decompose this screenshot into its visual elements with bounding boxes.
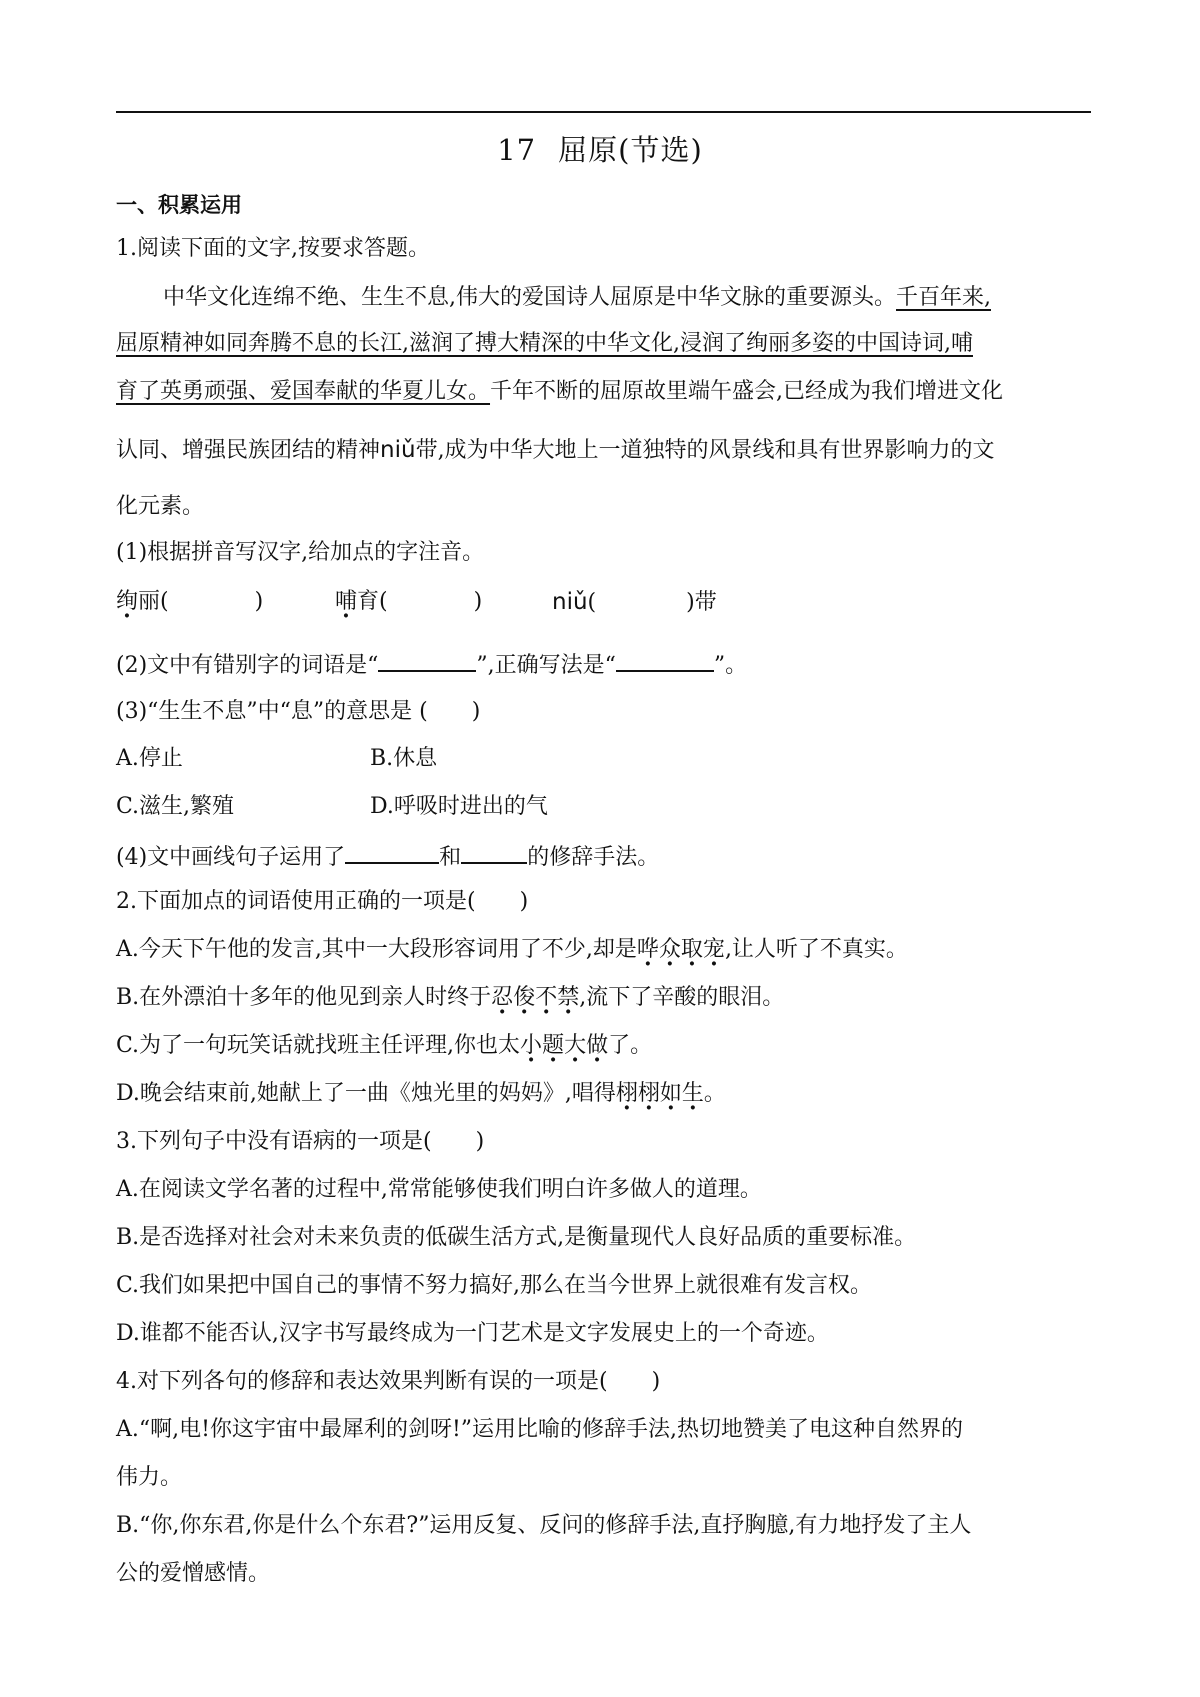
q1-sub2-text: ”。 xyxy=(713,653,748,678)
q1-passage-text: 带,成为中华大地上一道独特的风景线和具有世界影响力的文 xyxy=(415,438,995,463)
lesson-number: 17 xyxy=(497,133,537,167)
q3-option-c: C.我们如果把中国自己的事情不努力搞好,那么在当今世界上就很难有发言权。 xyxy=(116,1273,873,1298)
q1-option-a: A.停止 xyxy=(116,746,183,771)
q1-sub4-text: 和 xyxy=(439,845,462,870)
q4-option-b-line-2: 公的爱憎感情。 xyxy=(116,1561,271,1586)
q3-option-b: B.是否选择对社会对未来负责的低碳生活方式,是衡量现代人良好品质的重要标准。 xyxy=(116,1225,917,1250)
dotted-word xyxy=(520,1033,608,1058)
fill-label: 丽( xyxy=(138,589,169,614)
q2-text: B.在外漂泊十多年的他见到亲人时终于 xyxy=(116,985,492,1010)
q3-option-a: A.在阅读文学名著的过程中,常常能够使我们明白许多做人的道理。 xyxy=(116,1177,762,1202)
dotted-char: 如 xyxy=(659,1081,682,1106)
dotted-word xyxy=(616,1081,704,1106)
q1-prompt: 1.阅读下面的文字,按要求答题。 xyxy=(116,236,430,261)
q1-passage-text: 中华文化连绵不绝、生生不息,伟大的爱国诗人屈原是中华文脉的重要源头。 xyxy=(163,285,896,310)
q1-sub4 xyxy=(116,840,659,873)
q1-underlined-text: 屈原精神如同奔腾不息的长江,滋润了搏大精深的中华文化,浸润了绚丽多姿的中国诗词,哺 xyxy=(116,331,973,356)
fill-item-1 xyxy=(116,587,263,617)
fill-item-3 xyxy=(552,587,717,618)
q2-text: A.今天下午他的发言,其中一大段形容词用了不少,却是 xyxy=(116,937,637,962)
dotted-word xyxy=(637,937,725,962)
q1-passage-line-4 xyxy=(116,435,1096,466)
dotted-char: 哗 xyxy=(636,937,659,962)
q2-text: C.为了一句玩笑话就找班主任评理,你也太 xyxy=(116,1033,521,1058)
dotted-char: 俊 xyxy=(513,985,536,1010)
q1-passage-line-2 xyxy=(116,329,1096,359)
pinyin-niu: niǔ xyxy=(552,589,588,615)
q1-sub4-text: (4)文中画线句子运用了 xyxy=(116,845,346,870)
fill-label: ( xyxy=(587,590,597,615)
fill-label: ) xyxy=(473,589,483,614)
fill-label: )带 xyxy=(686,590,717,615)
dotted-char: 题 xyxy=(542,1033,565,1058)
answer-blank[interactable] xyxy=(378,648,476,672)
dotted-char: 众 xyxy=(658,937,681,962)
q1-option-c: C.滋生,繁殖 xyxy=(116,794,235,819)
q1-passage-text: 千年不断的屈原故里端午盛会,已经成为我们增进文化 xyxy=(490,379,1004,404)
dotted-char: 禁 xyxy=(557,985,580,1010)
q1-passage-text: 认同、增强民族团结的精神 xyxy=(116,438,381,463)
q2-option-b xyxy=(116,983,784,1013)
dotted-char: 忍 xyxy=(491,985,514,1010)
dotted-char: 大 xyxy=(564,1033,587,1058)
q2-text: D.晚会结束前,她献上了一曲《烛光里的妈妈》,唱得 xyxy=(116,1081,616,1106)
dotted-char: 栩 xyxy=(637,1081,660,1106)
q2-option-a xyxy=(116,935,908,965)
dotted-char: 栩 xyxy=(615,1081,638,1106)
q4-option-a-line-1: A.“啊,电!你这宇宙中最犀利的剑呀!”运用比喻的修辞手法,热切地赞美了电这种自然界的 xyxy=(116,1417,964,1442)
dotted-char: 绚 xyxy=(116,589,139,614)
q2-option-d xyxy=(116,1079,726,1109)
q3-prompt: 3.下列句子中没有语病的一项是( ) xyxy=(116,1129,485,1154)
dotted-char: 生 xyxy=(681,1081,704,1106)
dotted-word xyxy=(491,985,579,1010)
pinyin-niu: niǔ xyxy=(380,437,416,463)
lesson-title: 屈原(节选) xyxy=(558,133,703,167)
q2-text: 。 xyxy=(703,1081,726,1106)
answer-blank[interactable] xyxy=(345,840,439,864)
q1-sub2-text: (2)文中有错别字的词语是“ xyxy=(116,653,379,678)
dotted-char: 小 xyxy=(520,1033,543,1058)
q4-option-a-line-2: 伟力。 xyxy=(116,1465,183,1490)
q1-underlined-text: 千百年来, xyxy=(896,285,991,310)
q1-sub2-text: ”,正确写法是“ xyxy=(476,653,616,678)
answer-blank[interactable] xyxy=(616,648,714,672)
q1-passage-line-5: 化元素。 xyxy=(116,494,205,519)
q1-sub1: (1)根据拼音写汉字,给加点的字注音。 xyxy=(116,540,485,565)
q2-option-c xyxy=(116,1031,652,1061)
q2-text: ,让人听了不真实。 xyxy=(724,937,908,962)
q1-sub2 xyxy=(116,648,747,681)
dotted-char: 哺 xyxy=(335,589,358,614)
q1-passage-line-1 xyxy=(163,283,1143,313)
fill-label: 育( xyxy=(357,589,388,614)
dotted-char: 宠 xyxy=(702,937,725,962)
dotted-char: 取 xyxy=(680,937,703,962)
fill-item-2 xyxy=(335,587,482,617)
q1-option-d: D.呼吸时进出的气 xyxy=(370,794,548,819)
q1-underlined-text: 育了英勇顽强、爱国奉献的华夏儿女。 xyxy=(116,379,491,404)
q2-prompt: 2.下面加点的词语使用正确的一项是( ) xyxy=(116,889,529,914)
q4-option-b-line-1: B.“你,你东君,你是什么个东君?”运用反复、反问的修辞手法,直抒胸臆,有力地抒发了主人 xyxy=(116,1513,972,1538)
q2-text: 了。 xyxy=(608,1033,653,1058)
section-heading: 一、积累运用 xyxy=(116,193,242,217)
q1-sub4-text: 的修辞手法。 xyxy=(527,845,660,870)
dotted-char: 做 xyxy=(586,1033,609,1058)
fill-label: ) xyxy=(254,589,264,614)
q4-prompt: 4.对下列各句的修辞和表达效果判断有误的一项是( ) xyxy=(116,1369,661,1394)
header-rule xyxy=(116,111,1091,113)
q3-option-d: D.谁都不能否认,汉字书写最终成为一门艺术是文字发展史上的一个奇迹。 xyxy=(116,1321,829,1346)
q1-option-b: B.休息 xyxy=(370,746,438,771)
q1-sub3: (3)“生生不息”中“息”的意思是 ( ) xyxy=(116,699,481,724)
dotted-char: 不 xyxy=(535,985,558,1010)
q2-text: ,流下了辛酸的眼泪。 xyxy=(579,985,785,1010)
q1-passage-line-3 xyxy=(116,377,1096,407)
page-title xyxy=(0,128,1200,169)
answer-blank[interactable] xyxy=(461,840,527,864)
